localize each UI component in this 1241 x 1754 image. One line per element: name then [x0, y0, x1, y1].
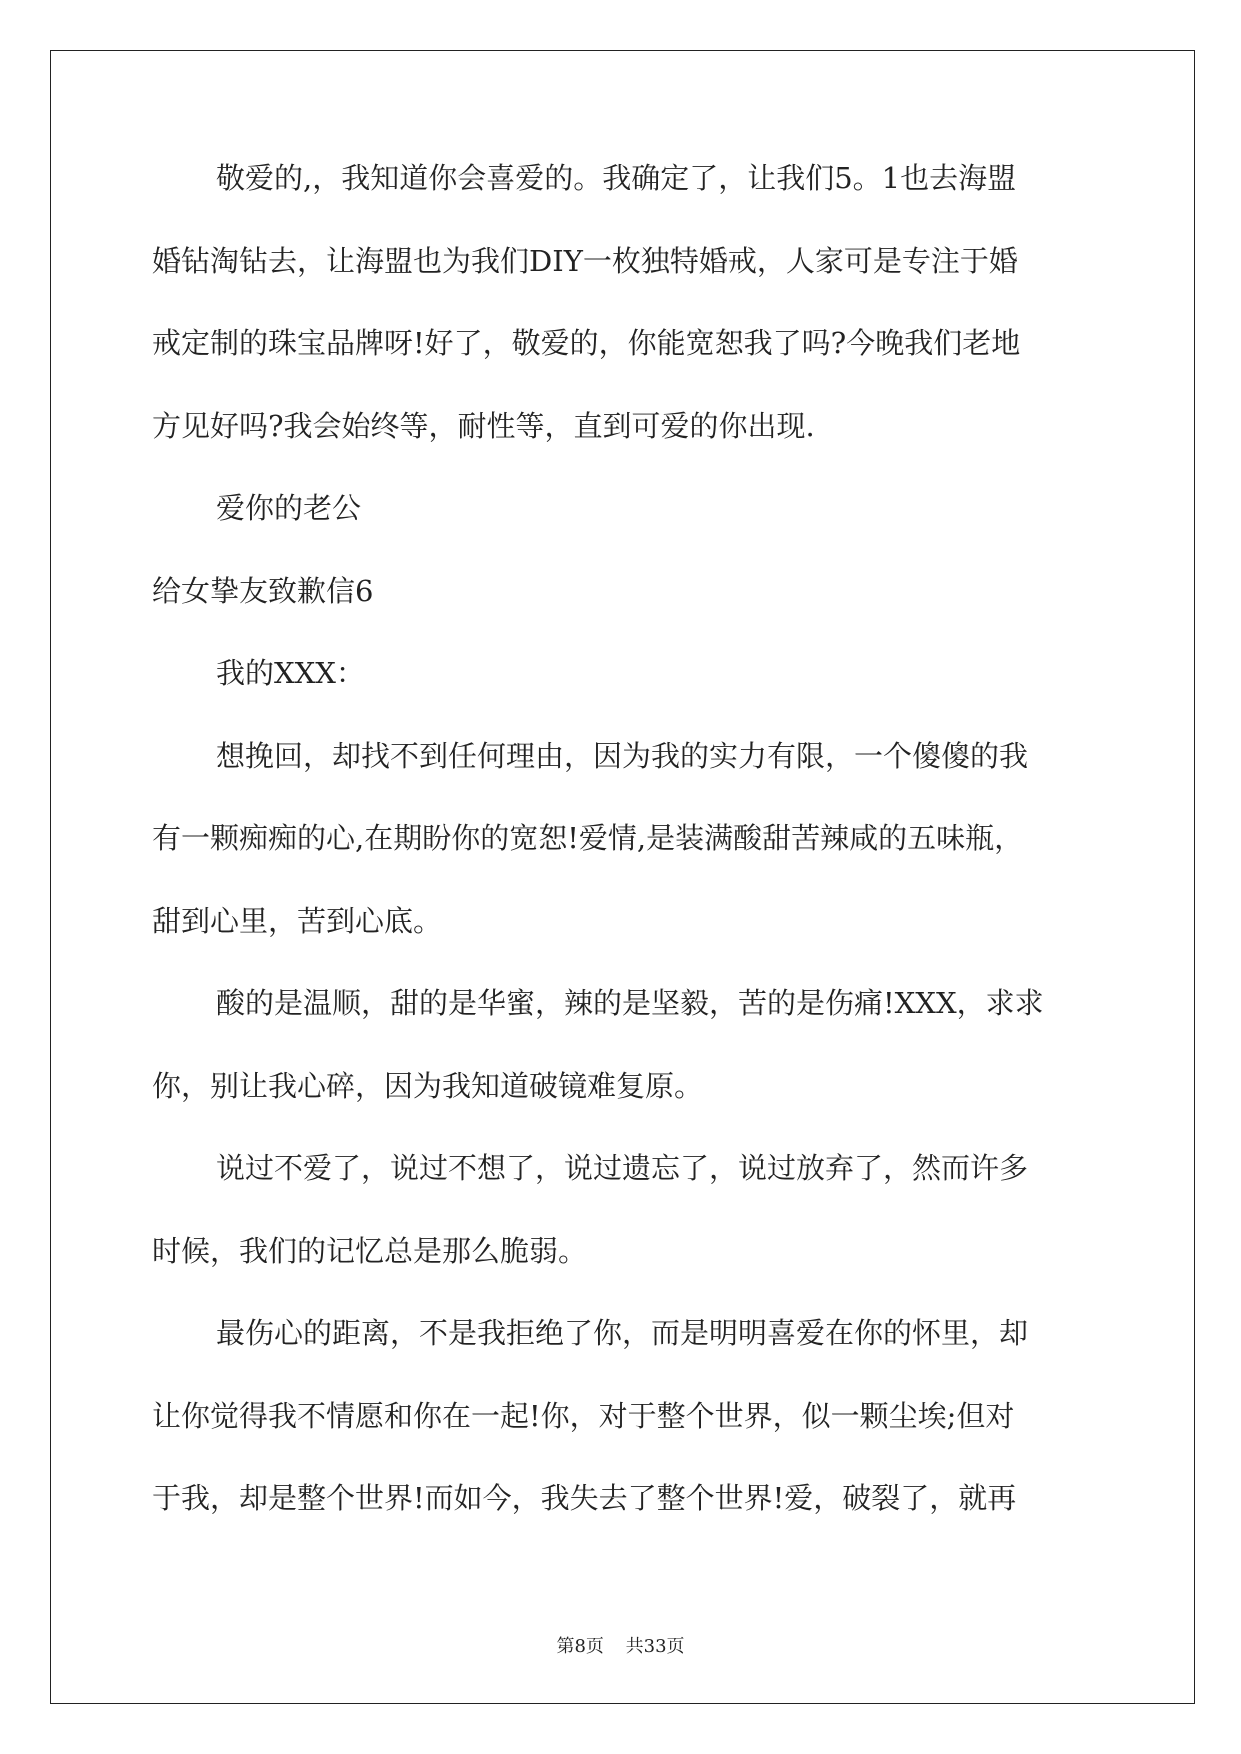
text-line: 最伤心的距离，不是我拒绝了你，而是明明喜爱在你的怀里，却	[216, 1316, 1029, 1350]
text-line: 婚钻淘钻去，让海盟也为我们DIY一枚独特婚戒，人家可是专注于婚	[152, 243, 1018, 278]
text-line: 说过不爱了，说过不想了，说过遗忘了，说过放弃了，然而许多	[216, 1151, 1029, 1185]
text-line: 有一颗痴痴的心,在期盼你的宽恕!爱情,是装满酸甜苦辣咸的五味瓶，	[152, 821, 1024, 855]
text-line: 你，别让我心碎，因为我知道破镜难复原。	[152, 1068, 704, 1103]
text-line: 方见好吗?我会始终等，耐性等，直到可爱的你出现.	[152, 408, 815, 443]
text-line: 时候，我们的记忆总是那么脆弱。	[152, 1233, 588, 1268]
salutation-line: 我的XXX：	[216, 656, 365, 690]
text-line: 甜到心里，苦到心底。	[152, 903, 443, 938]
section-heading: 给女挚友致歉信6	[152, 573, 374, 608]
text-line: 想挽回，却找不到任何理由，因为我的实力有限，一个傻傻的我	[216, 738, 1029, 773]
text-line: 酸的是温顺，甜的是华蜜，辣的是坚毅，苦的是伤痛!XXX，求求	[216, 986, 1044, 1020]
page-total: 共33页	[625, 1636, 685, 1657]
page-footer	[0, 1632, 1241, 1658]
page-number: 第8页	[556, 1636, 604, 1657]
text-line: 戒定制的珠宝品牌呀!好了，敬爱的，你能宽恕我了吗?今晚我们老地	[152, 326, 1021, 360]
text-line: 让你觉得我不情愿和你在一起!你，对于整个世界，似一颗尘埃;但对	[152, 1398, 1015, 1433]
signature-line: 爱你的老公	[216, 491, 362, 525]
document-body	[152, 160, 1092, 1563]
text-line: 于我，却是整个世界!而如今，我失去了整个世界!爱，破裂了，就再	[152, 1481, 1017, 1515]
text-line: 敬爱的,，我知道你会喜爱的。我确定了，让我们5。1也去海盟	[216, 161, 1017, 195]
